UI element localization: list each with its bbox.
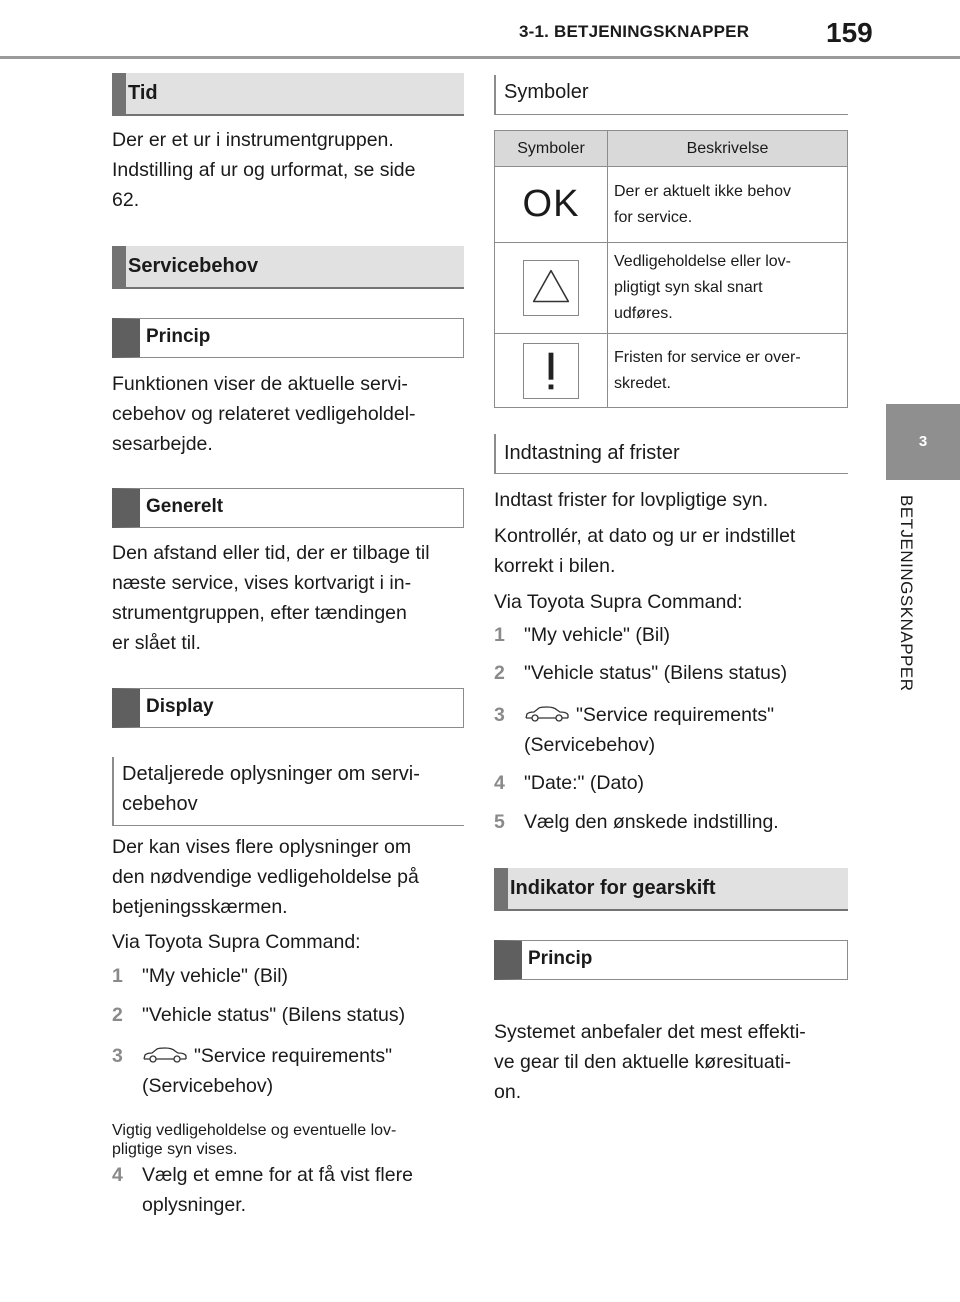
step-text: "Service requirements" <box>576 704 775 726</box>
step-text: "My vehicle" (Bil) <box>524 624 671 646</box>
text-line: Indstilling af ur og urformat, se side <box>112 159 416 181</box>
text-line: Indtast frister for lovpligtige syn. <box>494 489 769 511</box>
text-line: Via Toyota Supra Command: <box>494 591 743 613</box>
text-line: skredet. <box>614 374 671 392</box>
step-number: 5 <box>494 811 505 833</box>
step-number: 4 <box>112 1164 123 1186</box>
text-line: Kontrollér, at dato og ur er indstillet <box>494 525 796 547</box>
step-number: 2 <box>112 1004 123 1026</box>
step-text: "Date:" (Dato) <box>524 772 645 794</box>
text-line: Der er aktuelt ikke behov <box>614 182 791 200</box>
triangle-icon <box>523 260 579 316</box>
text-line: er slået til. <box>112 632 201 654</box>
text-line: Fristen for service er over- <box>614 348 801 366</box>
step-number: 1 <box>112 965 123 987</box>
heading-gearskift: Indikator for gearskift <box>494 868 848 911</box>
text-line: Systemet anbefaler det mest effekti- <box>494 1021 806 1043</box>
step-number: 4 <box>494 772 505 794</box>
header-divider <box>0 56 960 59</box>
step-text: Vælg et emne for at få vist flere <box>142 1164 413 1186</box>
column-header: Beskrivelse <box>608 131 848 167</box>
table-row <box>495 167 848 243</box>
page-number: 159 <box>826 17 873 48</box>
text-line: Der er et ur i instrumentgruppen. <box>112 129 394 151</box>
heading-detaljerede <box>112 757 464 826</box>
text-line: strumentgruppen, efter tændingen <box>112 602 407 624</box>
heading-generelt: Generelt <box>112 488 464 528</box>
via-text: Via Toyota Supra Command: <box>112 931 361 953</box>
step-text: Vælg den ønskede indstilling. <box>524 811 779 833</box>
text-line: for service. <box>614 208 693 226</box>
text-line: næste service, vises kortvarigt i in- <box>112 572 412 594</box>
table-row <box>495 334 848 408</box>
step-number: 3 <box>112 1045 123 1067</box>
step-text-cont: (Servicebehov) <box>142 1075 274 1097</box>
chapter-tab: 3 <box>886 404 960 480</box>
gearskift-body <box>494 1017 848 1107</box>
text-line: pligtigt syn skal snart <box>614 279 763 296</box>
heading-indtastning: Indtastning af frister <box>494 434 848 474</box>
section-title: 3-1. BETJENINGSKNAPPER <box>519 22 750 41</box>
chapter-side-label: BETJENINGSKNAPPER <box>897 495 916 692</box>
text-line: sesarbejde. <box>112 433 213 455</box>
note-text <box>112 1121 464 1159</box>
text-line: korrekt i bilen. <box>494 555 616 577</box>
step-text-cont: oplysninger. <box>142 1194 247 1216</box>
text-line: den nødvendige vedligeholdelse på <box>112 866 419 888</box>
symbol-cell <box>495 167 608 243</box>
description-cell <box>608 243 848 334</box>
text-line: 62. <box>112 189 140 211</box>
heading-princip: Princip <box>112 318 464 358</box>
step-text: "My vehicle" (Bil) <box>142 965 289 987</box>
column-header: Symboler <box>495 131 608 167</box>
step-text-cont: (Servicebehov) <box>524 734 656 756</box>
text-line: pligtige syn vises. <box>112 1141 238 1158</box>
text-line: udføres. <box>614 305 673 322</box>
text-line: Vedligeholdelse eller lov- <box>614 253 791 270</box>
text-line: Detaljerede oplysninger om servi- <box>122 763 420 785</box>
detail-body <box>112 832 464 922</box>
heading-servicebehov: Servicebehov <box>112 246 464 289</box>
text-line: cebehov og relateret vedligeholdel- <box>112 403 416 425</box>
step-number: 3 <box>494 704 505 726</box>
indtastning-body <box>494 485 848 617</box>
step-number: 2 <box>494 662 505 684</box>
symbol-cell <box>495 334 608 408</box>
table-row <box>495 243 848 334</box>
step-text: "Service requirements" <box>194 1045 393 1067</box>
text-line: on. <box>494 1081 522 1103</box>
heading-display: Display <box>112 688 464 728</box>
text-line: betjeningsskærmen. <box>112 896 288 918</box>
description-cell <box>608 334 848 408</box>
symbol-cell <box>495 243 608 334</box>
description-cell <box>608 167 848 243</box>
heading-princip-gear: Princip <box>494 940 848 980</box>
step-number: 1 <box>494 624 505 646</box>
car-icon <box>142 1047 188 1063</box>
heading-tid: Tid <box>112 73 464 116</box>
symbols-table <box>494 130 848 408</box>
table-header-row <box>495 131 848 167</box>
step-text-wrap <box>524 700 774 730</box>
text-line: Funktionen viser de aktuelle servi- <box>112 373 408 395</box>
princip-body <box>112 369 464 459</box>
text-line: Der kan vises flere oplysninger om <box>112 836 412 858</box>
text-line: cebehov <box>122 793 198 815</box>
tid-body <box>112 125 464 215</box>
heading-symboler: Symboler <box>494 75 848 115</box>
text-line: Vigtig vedligeholdelse og eventuelle lov- <box>112 1122 397 1139</box>
step-text: "Vehicle status" (Bilens status) <box>142 1004 406 1026</box>
text-line: ve gear til den aktuelle køresituati- <box>494 1051 791 1073</box>
car-icon <box>524 706 570 722</box>
generelt-body <box>112 538 464 658</box>
ok-symbol: OK <box>522 183 580 225</box>
step-text: "Vehicle status" (Bilens status) <box>524 662 788 684</box>
step-text-wrap <box>142 1041 392 1071</box>
text-line: Den afstand eller tid, der er tilbage til <box>112 542 430 564</box>
exclamation-icon <box>523 343 579 399</box>
